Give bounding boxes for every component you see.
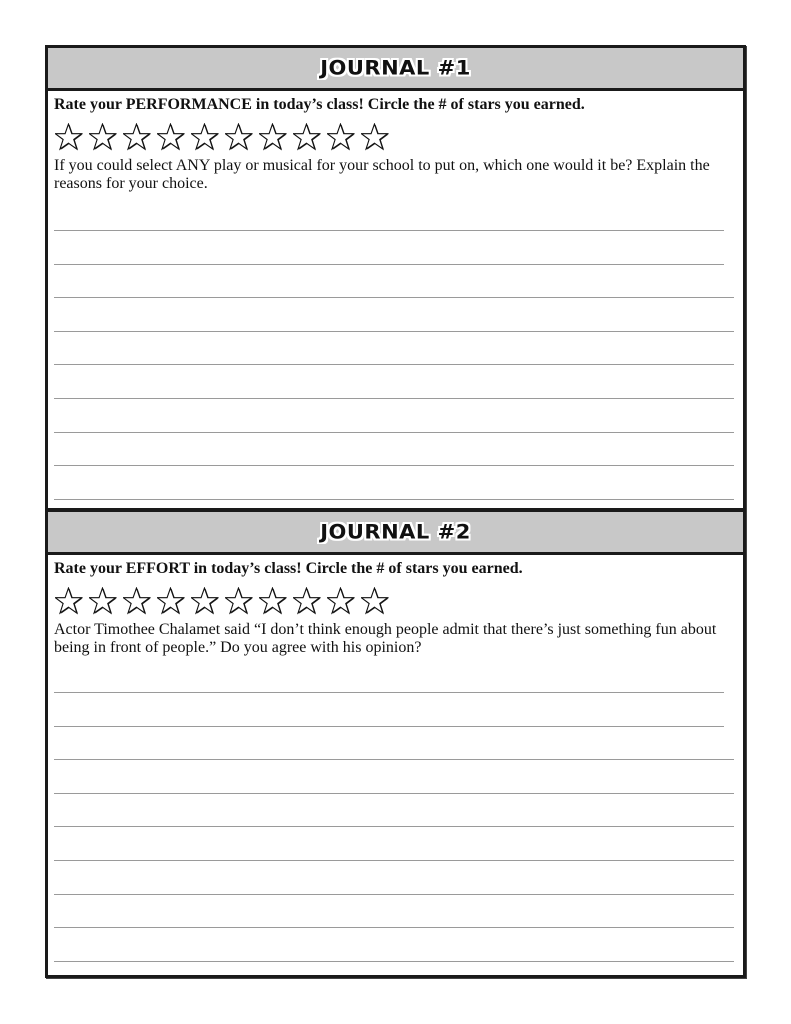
journal-title: JOURNAL #2	[320, 520, 471, 544]
answer-input[interactable]	[54, 308, 738, 332]
writing-line[interactable]	[54, 692, 724, 693]
journal-section-1	[48, 48, 743, 512]
answer-input[interactable]	[54, 341, 738, 365]
star-outline-icon[interactable]	[191, 587, 225, 617]
star-outline-icon[interactable]	[225, 587, 259, 617]
journal-title: JOURNAL #1	[320, 56, 471, 80]
star-outline-icon[interactable]	[361, 587, 395, 617]
writing-line[interactable]	[54, 432, 734, 433]
writing-line[interactable]	[54, 264, 724, 265]
journal-worksheet	[45, 45, 746, 978]
writing-line[interactable]	[54, 297, 734, 298]
writing-line[interactable]	[54, 465, 734, 466]
star-outline-icon[interactable]	[327, 587, 361, 617]
journal-section-2	[48, 512, 743, 975]
answer-input[interactable]	[54, 736, 738, 760]
star-outline-icon[interactable]	[89, 587, 123, 617]
answer-input[interactable]	[54, 476, 738, 500]
writing-line[interactable]	[54, 398, 734, 399]
writing-line[interactable]	[54, 364, 734, 365]
writing-line[interactable]	[54, 860, 734, 861]
star-outline-icon[interactable]	[259, 587, 293, 617]
answer-input[interactable]	[54, 703, 728, 727]
writing-line[interactable]	[54, 759, 734, 760]
answer-input[interactable]	[54, 904, 738, 928]
answer-input[interactable]	[54, 274, 738, 298]
answer-input[interactable]	[54, 241, 728, 265]
writing-line[interactable]	[54, 331, 734, 332]
answer-input[interactable]	[54, 442, 738, 466]
star-outline-icon[interactable]	[327, 123, 361, 153]
writing-line[interactable]	[54, 793, 734, 794]
journal-question: Actor Timothee Chalamet said “I don’t think enough people admit that there’s just something fun about being in front of people.” Do you agree with his opinion?	[54, 621, 717, 656]
star-outline-icon[interactable]	[123, 123, 157, 153]
writing-line[interactable]	[54, 961, 734, 962]
answer-input[interactable]	[54, 803, 738, 827]
star-outline-icon[interactable]	[225, 123, 259, 153]
star-outline-icon[interactable]	[293, 587, 327, 617]
journal-question: If you could select ANY play or musical for your school to put on, which one would it be? Explain the reasons for your choice.	[54, 157, 710, 192]
answer-input[interactable]	[54, 871, 738, 895]
answer-input[interactable]	[54, 207, 728, 231]
rating-prompt: Rate your PERFORMANCE in today’s class! Circle the # of stars you earned.	[54, 96, 585, 113]
star-outline-icon[interactable]	[55, 123, 89, 153]
star-outline-icon[interactable]	[361, 123, 395, 153]
star-outline-icon[interactable]	[89, 123, 123, 153]
answer-input[interactable]	[54, 375, 738, 399]
answer-input[interactable]	[54, 837, 738, 861]
rating-prompt: Rate your EFFORT in today’s class! Circle the # of stars you earned.	[54, 560, 523, 577]
journal-header	[48, 512, 743, 555]
star-outline-icon[interactable]	[191, 123, 225, 153]
writing-line[interactable]	[54, 726, 724, 727]
star-outline-icon[interactable]	[157, 587, 191, 617]
writing-line[interactable]	[54, 894, 734, 895]
star-rating[interactable]	[55, 587, 743, 617]
writing-line[interactable]	[54, 230, 724, 231]
star-outline-icon[interactable]	[157, 123, 191, 153]
star-outline-icon[interactable]	[259, 123, 293, 153]
star-outline-icon[interactable]	[293, 123, 327, 153]
answer-input[interactable]	[54, 409, 738, 433]
star-rating[interactable]	[55, 123, 743, 153]
writing-line[interactable]	[54, 499, 734, 500]
answer-input[interactable]	[54, 669, 728, 693]
writing-line[interactable]	[54, 927, 734, 928]
star-outline-icon[interactable]	[123, 587, 157, 617]
answer-input[interactable]	[54, 770, 738, 794]
journal-header	[48, 48, 743, 91]
answer-input[interactable]	[54, 938, 738, 962]
writing-line[interactable]	[54, 826, 734, 827]
star-outline-icon[interactable]	[55, 587, 89, 617]
